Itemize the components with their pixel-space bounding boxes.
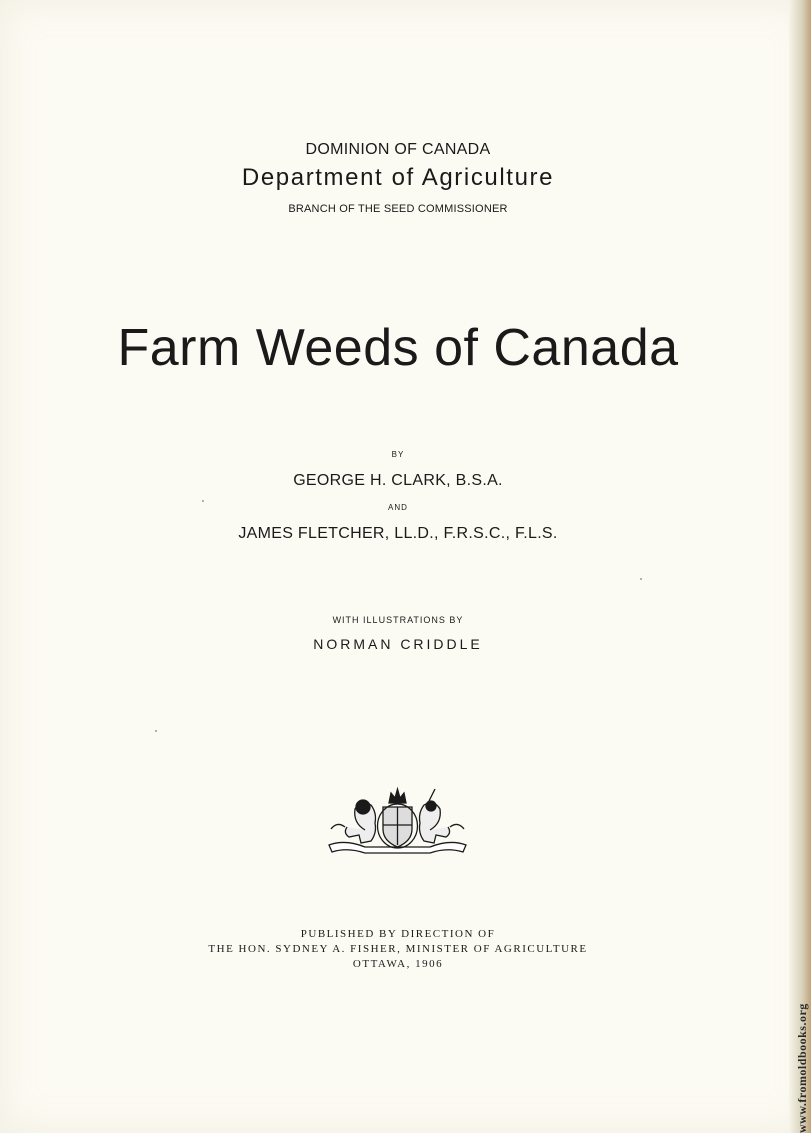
illustrations-label: WITH ILLUSTRATIONS BY (332, 615, 464, 625)
paper-speck (202, 500, 204, 502)
author-2: JAMES FLETCHER, LL.D., F.R.S.C., F.L.S. (238, 525, 558, 542)
dominion-heading: DOMINION OF CANADA (305, 141, 491, 158)
author-1: GEORGE H. CLARK, B.S.A. (293, 472, 503, 489)
watermark: www.fromoldbooks.org (795, 1003, 809, 1133)
by-label: BY (391, 450, 405, 459)
royal-coat-of-arms-icon (325, 785, 470, 857)
publisher-line-2: THE HON. SYDNEY A. FISHER, MINISTER OF AGRICULTURE (208, 943, 588, 955)
paper-speck (640, 578, 642, 580)
paper-speck (155, 730, 157, 732)
publisher-line-3: OTTAWA, 1906 (352, 958, 444, 970)
and-label: AND (388, 503, 408, 512)
book-title: Farm Weeds of Canada (117, 319, 679, 377)
branch-heading: BRANCH OF THE SEED COMMISSIONER (288, 203, 508, 215)
illustrator-name: NORMAN CRIDDLE (313, 636, 483, 652)
publisher-line-1: PUBLISHED BY DIRECTION OF (300, 928, 496, 940)
department-heading: Department of Agriculture (241, 164, 555, 191)
